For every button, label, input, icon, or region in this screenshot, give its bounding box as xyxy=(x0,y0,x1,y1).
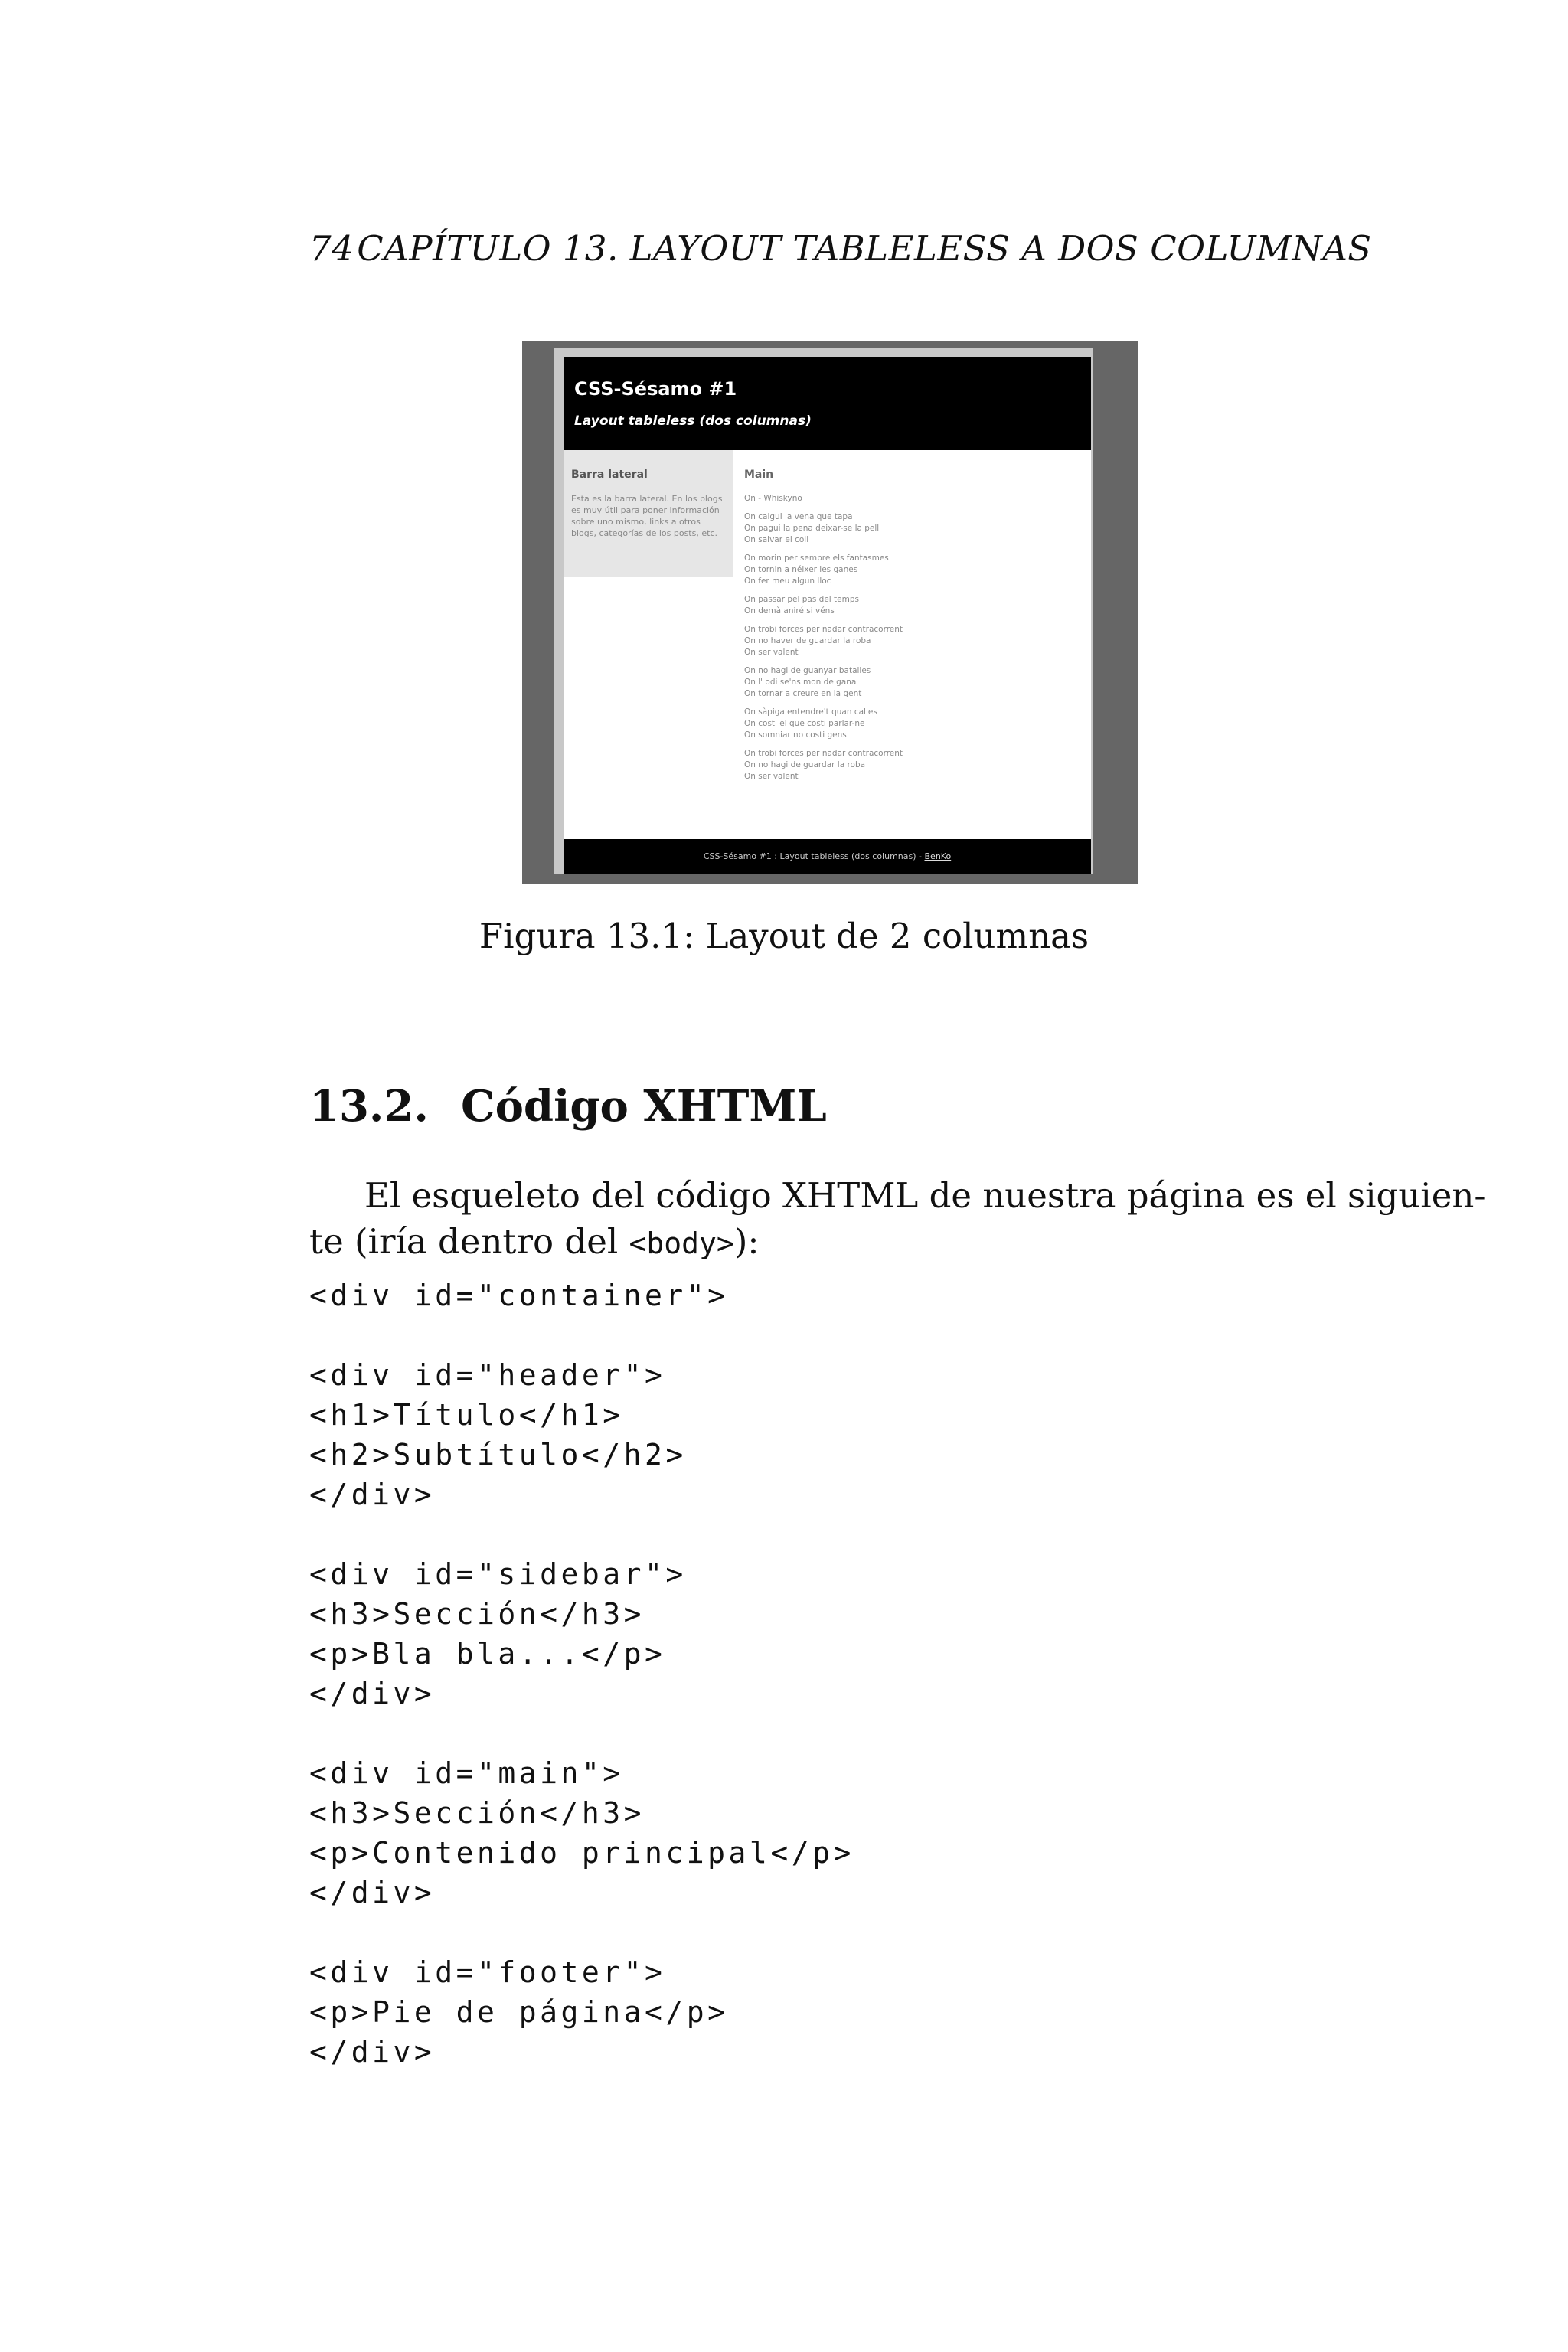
section-heading xyxy=(309,1081,827,1132)
code-line: </div> xyxy=(309,1478,436,1511)
code-line: <p>Bla bla...</p> xyxy=(309,1637,666,1671)
figure-sidebar-text: Esta es la barra lateral. En los blogs es muy útil para poner información sobre uno mismo, links a otros blogs, categorías de los posts, etc. xyxy=(571,494,723,538)
figure-poem-line: On no hagi de guanyar batalles xyxy=(744,666,871,675)
figure-page-frame xyxy=(554,348,1093,874)
code-line xyxy=(309,1913,854,1952)
figure-poem-line: On trobi forces per nadar contracorrent xyxy=(744,625,903,634)
figure-poem-line: On tornar a creure en la gent xyxy=(744,689,862,698)
code-line: <p>Contenido principal</p> xyxy=(309,1836,854,1870)
figure-main-poem xyxy=(744,493,1081,782)
figure-footer-text: CSS-Sésamo #1 : Layout tableless (dos columnas) - xyxy=(703,851,925,861)
figure-poem-stanza xyxy=(744,624,1081,658)
paragraph-line-2-text: te (iría dentro del xyxy=(309,1221,629,1262)
code-line: <h3>Sección</h3> xyxy=(309,1796,645,1830)
figure-poem-line: On trobi forces per nadar contracorrent xyxy=(744,749,903,758)
figure-poem-line: On ser valent xyxy=(744,648,799,657)
figure-main-title: Main xyxy=(744,469,774,481)
code-line: <div id="sidebar"> xyxy=(309,1557,687,1591)
figure-poem-stanza xyxy=(744,594,1081,617)
figure-main xyxy=(744,469,1081,789)
code-line: </div> xyxy=(309,1876,436,1909)
figure-poem-stanza xyxy=(744,665,1081,700)
running-header xyxy=(309,228,1389,269)
figure-poem-line: On tornin a néixer les ganes xyxy=(744,565,858,574)
figure-poem-stanza xyxy=(744,748,1081,782)
code-line: <h2>Subtítulo</h2> xyxy=(309,1438,687,1472)
code-line: <div id="container"> xyxy=(309,1279,729,1312)
code-line: </div> xyxy=(309,2035,436,2069)
body-paragraph xyxy=(309,1173,1486,1266)
figure-poem-line: On demà aniré si véns xyxy=(744,606,835,616)
code-line: <div id="main"> xyxy=(309,1756,624,1790)
figure-sidebar xyxy=(564,450,733,577)
figure-header-title: CSS-Sésamo #1 xyxy=(574,378,737,400)
figure-poem-line: On - Whiskyno xyxy=(744,494,802,503)
figure-poem-stanza xyxy=(744,493,1081,505)
figure-poem-line: On no haver de guardar la roba xyxy=(744,636,871,645)
figure-footer-link[interactable]: BenKo xyxy=(924,851,952,861)
figure-header-subtitle: Layout tableless (dos columnas) xyxy=(574,413,812,429)
code-line: <p>Pie de página</p> xyxy=(309,1995,729,2029)
figure-poem-line: On somniar no costi gens xyxy=(744,730,847,740)
figure-poem-stanza xyxy=(744,511,1081,546)
figure-footer xyxy=(564,839,1091,874)
figure-poem-stanza xyxy=(744,707,1081,741)
figure-poem-line: On fer meu algun lloc xyxy=(744,577,831,586)
code-line: <h1>Título</h1> xyxy=(309,1398,624,1432)
figure-poem-line: On ser valent xyxy=(744,772,799,781)
chapter-title: CAPÍTULO 13. LAYOUT TABLELESS A DOS COLUMNAS xyxy=(357,228,1372,269)
section-title: Código XHTML xyxy=(461,1081,827,1132)
figure-poem-line: On pagui la pena deixar-se la pell xyxy=(744,524,880,533)
code-line: <div id="header"> xyxy=(309,1358,666,1392)
figure-poem-line: On l' odi se'ns mon de gana xyxy=(744,678,857,687)
page-number: 74 xyxy=(309,228,354,269)
paragraph-line-2 xyxy=(309,1219,1389,1266)
figure-poem-line: On costi el que costi parlar-ne xyxy=(744,719,865,728)
code-line: </div> xyxy=(309,1677,436,1710)
code-line xyxy=(309,1315,854,1355)
figure-poem-stanza xyxy=(744,553,1081,587)
figure-poem-line: On caigui la vena que tapa xyxy=(744,512,853,521)
figure-header xyxy=(564,357,1091,450)
code-listing xyxy=(309,1276,854,2072)
inline-code-body: <body> xyxy=(629,1227,734,1260)
figure-caption: Figura 13.1: Layout de 2 columnas xyxy=(479,916,1089,956)
figure-poem-line: On passar pel pas del temps xyxy=(744,595,859,604)
figure-poem-line: On morin per sempre els fantasmes xyxy=(744,554,889,563)
figure-poem-line: On sàpiga entendre't quan calles xyxy=(744,707,877,717)
figure-body xyxy=(564,450,1091,839)
code-line xyxy=(309,1713,854,1753)
code-line: <div id="footer"> xyxy=(309,1955,666,1989)
paragraph-line-1: El esqueleto del código XHTML de nuestra página es el siguien- xyxy=(364,1175,1486,1216)
figure-screenshot xyxy=(522,341,1138,884)
code-line: <h3>Sección</h3> xyxy=(309,1597,645,1631)
paragraph-line-2-end: ): xyxy=(733,1221,760,1262)
code-line xyxy=(309,1514,854,1554)
figure-sidebar-title: Barra lateral xyxy=(571,469,648,481)
section-number: 13.2. xyxy=(309,1081,429,1132)
figure-poem-line: On no hagi de guardar la roba xyxy=(744,760,866,769)
figure-poem-line: On salvar el coll xyxy=(744,535,809,544)
